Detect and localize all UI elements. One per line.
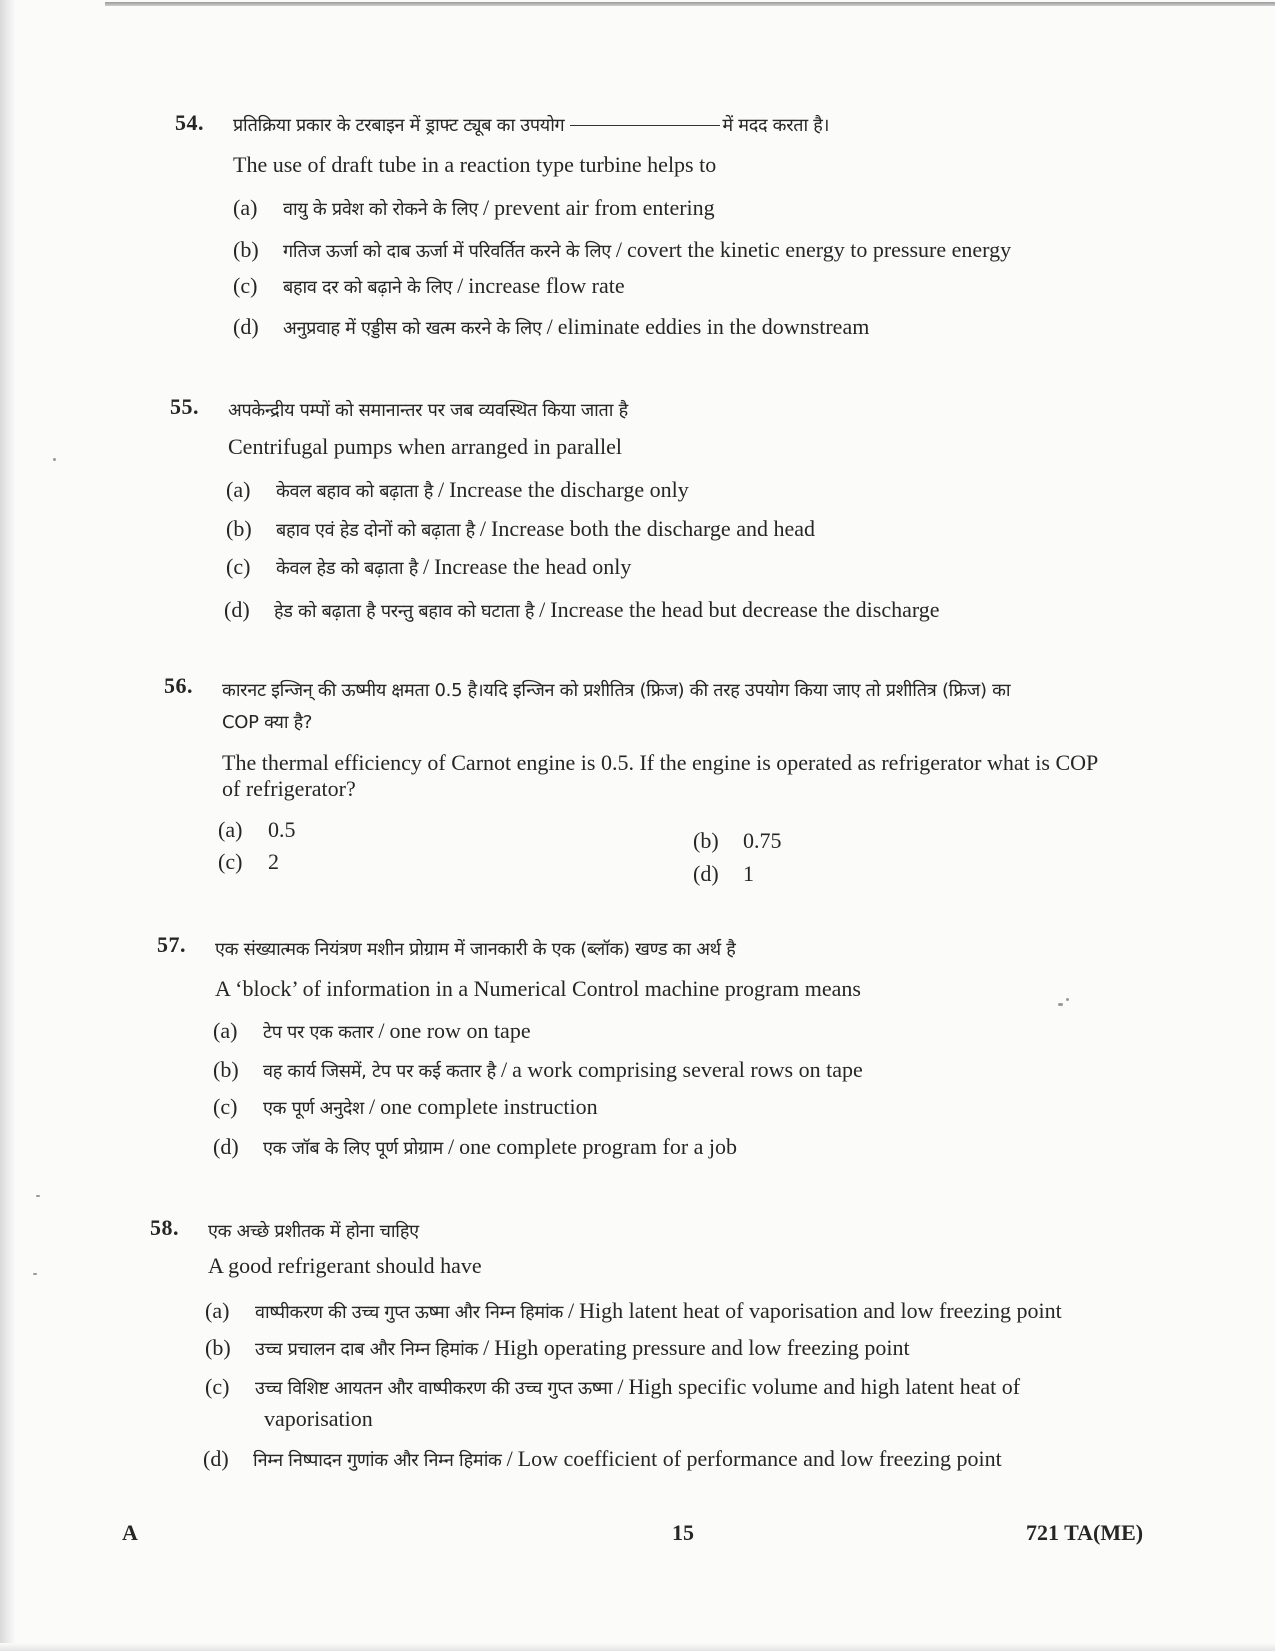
option-label: (b) — [233, 237, 259, 262]
option-english: one complete program for a job — [459, 1134, 738, 1159]
scan-speck — [33, 1273, 37, 1275]
scan-speck — [36, 1195, 40, 1197]
option-a[interactable] — [233, 195, 715, 223]
option-label: (d) — [693, 861, 719, 886]
option-hindi: बहाव दर को बढ़ाने के लिए — [283, 277, 453, 298]
separator: / — [617, 1374, 624, 1399]
option-hindi: उच्च प्रचालन दाब और निम्न हिमांक — [255, 1339, 479, 1360]
question-text-english: The thermal efficiency of Carnot engine is 0.5. If the engine is operated as refrigerator what is COP — [222, 750, 1099, 775]
option-hindi: वह कार्य जिसमें, टेप पर कई कतार है — [263, 1061, 496, 1082]
question-text-english: A good refrigerant should have — [208, 1253, 482, 1278]
question-text-hindi — [215, 935, 736, 963]
option-d[interactable] — [203, 1446, 1002, 1474]
option-hindi: केवल बहाव को बढ़ाता है — [276, 481, 433, 502]
separator: / — [457, 273, 464, 298]
option-label: (a) — [233, 195, 258, 220]
scan-edge-top — [105, 2, 1275, 6]
separator: / — [483, 195, 490, 220]
option-hindi: उच्च विशिष्ट आयतन और वाष्पीकरण की उच्च गुप्त ऊष्मा — [255, 1378, 613, 1399]
option-value: 0.5 — [268, 817, 296, 842]
option-d[interactable] — [224, 597, 940, 625]
scan-edge-left — [0, 0, 16, 1651]
hindi-text-line1: कारनट इन्जिन् की ऊष्मीय क्षमता 0.5 है।यदि इन्जिन को प्रशीतित्र (फ्रिज) की तरह उपयोग किया जाए तो प्रशीतित्र (फ्रिज) का — [222, 680, 1011, 701]
question-number: 56. — [164, 673, 193, 698]
option-label: (d) — [213, 1134, 239, 1159]
option-english: High specific volume and high latent heat of — [628, 1374, 1021, 1399]
hindi-text: एक अच्छे प्रशीतक में होना चाहिए — [208, 1221, 419, 1242]
option-label: (b) — [226, 516, 252, 541]
option-english: increase flow rate — [468, 273, 625, 298]
question-text-hindi — [233, 111, 829, 139]
option-d[interactable] — [233, 314, 869, 342]
option-label: (a) — [205, 1298, 230, 1323]
question-text-hindi — [208, 1217, 419, 1245]
question-text-english: A ‘block’ of information in a Numerical Control machine program means — [215, 976, 861, 1001]
option-hindi: वाष्पीकरण की उच्च गुप्त ऊष्मा और निम्न हिमांक — [255, 1302, 564, 1323]
hindi-text: प्रतिक्रिया प्रकार के टरबाइन में ड्राफ्ट ट्यूब का उपयोग — [233, 115, 565, 136]
option-b[interactable] — [226, 516, 815, 544]
option-a[interactable] — [226, 477, 689, 505]
option-label: (b) — [213, 1057, 239, 1082]
hindi-text-line2: COP क्या है? — [222, 712, 313, 733]
separator: / — [546, 314, 553, 339]
question-number: 55. — [170, 394, 199, 419]
option-c[interactable] — [205, 1374, 1020, 1402]
option-value: 0.75 — [743, 828, 782, 853]
separator: / — [483, 1335, 490, 1360]
page-number: 15 — [672, 1520, 694, 1545]
option-label: (b) — [205, 1335, 231, 1360]
series-code: A — [122, 1520, 138, 1545]
option-hindi: अनुप्रवाह में एड्डीस को खत्म करने के लिए — [283, 318, 542, 339]
question-text-hindi — [228, 396, 628, 424]
option-english: one complete instruction — [380, 1094, 598, 1119]
question-text-english: Centrifugal pumps when arranged in parallel — [228, 434, 623, 459]
option-value: 1 — [743, 861, 754, 886]
option-b[interactable] — [213, 1057, 863, 1085]
option-hindi: एक पूर्ण अनुदेश — [263, 1098, 364, 1119]
question-text-hindi — [222, 676, 1010, 704]
scan-speck — [1058, 1003, 1063, 1006]
option-hindi: टेप पर एक कतार — [263, 1022, 374, 1043]
separator: / — [447, 1134, 455, 1159]
separator: / — [437, 477, 445, 502]
option-english: Increase the head but decrease the discharge — [550, 597, 940, 622]
question-text-english-cont: of refrigerator? — [222, 776, 356, 801]
option-label: (c) — [218, 849, 243, 874]
option-english: a work comprising several rows on tape — [512, 1057, 863, 1082]
option-c-english-cont: vaporisation — [264, 1406, 373, 1431]
option-hindi: केवल हेड को बढ़ाता है — [276, 558, 418, 579]
option-b[interactable] — [205, 1335, 910, 1363]
separator: / — [568, 1298, 575, 1323]
option-label: (b) — [693, 828, 719, 853]
question-number: 57. — [157, 932, 186, 957]
option-english: Increase both the discharge and head — [491, 516, 815, 541]
option-c[interactable] — [226, 554, 631, 582]
option-value: 2 — [268, 849, 279, 874]
question-text-hindi-cont — [222, 708, 312, 736]
option-b[interactable] — [233, 237, 1011, 265]
option-d[interactable] — [213, 1134, 737, 1162]
hindi-text: अपकेन्द्रीय पम्पों को समानान्तर पर जब व्यवस्थित किया जाता है — [228, 400, 628, 421]
option-hindi: निम्न निष्पादन गुणांक और निम्न हिमांक — [253, 1450, 502, 1471]
option-label: (d) — [233, 314, 259, 339]
option-c[interactable] — [233, 273, 625, 301]
option-english: covert the kinetic energy to pressure energy — [627, 237, 1012, 262]
option-hindi: वायु के प्रवेश को रोकने के लिए — [283, 199, 479, 220]
option-english: Increase the head only — [434, 554, 632, 579]
option-english: Low coefficient of performance and low freezing point — [517, 1446, 1002, 1471]
option-english: eliminate eddies in the downstream — [557, 314, 870, 339]
question-number: 58. — [150, 1215, 179, 1240]
option-b[interactable] — [693, 828, 782, 854]
hindi-text: एक संख्यात्मक नियंत्रण मशीन प्रोग्राम में जानकारी के एक (ब्लॉक) खण्ड का अर्थ है — [215, 939, 736, 960]
option-label: (c) — [226, 554, 251, 579]
option-c[interactable] — [213, 1094, 598, 1122]
option-a[interactable] — [205, 1298, 1062, 1326]
option-hindi: बहाव एवं हेड दोनों को बढ़ाता है — [276, 520, 475, 541]
scan-edge-bottom — [0, 1643, 1275, 1651]
separator: / — [378, 1018, 385, 1043]
option-label: (a) — [213, 1018, 238, 1043]
hindi-suffix: में मदद करता है। — [722, 115, 830, 136]
separator: / — [500, 1057, 508, 1082]
question-number: 54. — [175, 110, 204, 135]
separator: / — [369, 1094, 376, 1119]
question-text-english: The use of draft tube in a reaction type turbine helps to — [233, 152, 717, 177]
paper-code: 721 TA(ME) — [1026, 1520, 1144, 1545]
separator: / — [479, 516, 487, 541]
option-english: prevent air from entering — [494, 195, 715, 220]
separator: / — [422, 554, 430, 579]
option-hindi: हेड को बढ़ाता है परन्तु बहाव को घटाता है — [274, 601, 535, 622]
option-label: (d) — [203, 1446, 229, 1471]
option-a[interactable] — [213, 1018, 531, 1046]
option-c[interactable] — [218, 849, 279, 875]
option-a[interactable] — [218, 817, 296, 843]
option-english: Increase the discharge only — [449, 477, 689, 502]
scan-speck — [53, 458, 56, 461]
separator: / — [539, 597, 546, 622]
option-label: (c) — [205, 1374, 230, 1399]
separator: / — [506, 1446, 513, 1471]
option-d[interactable] — [693, 861, 754, 887]
fill-blank — [570, 125, 720, 126]
option-english: one row on tape — [389, 1018, 531, 1043]
option-english: High operating pressure and low freezing point — [494, 1335, 910, 1360]
separator: / — [615, 237, 623, 262]
option-hindi: एक जॉब के लिए पूर्ण प्रोग्राम — [263, 1138, 443, 1159]
option-label: (d) — [224, 597, 250, 622]
option-hindi: गतिज ऊर्जा को दाब ऊर्जा में परिवर्तित करने के लिए — [283, 241, 611, 262]
option-label: (a) — [226, 477, 251, 502]
option-label: (c) — [213, 1094, 238, 1119]
option-label: (c) — [233, 273, 258, 298]
option-english: High latent heat of vaporisation and low freezing point — [579, 1298, 1062, 1323]
scan-speck — [1066, 998, 1069, 1001]
option-label: (a) — [218, 817, 243, 842]
